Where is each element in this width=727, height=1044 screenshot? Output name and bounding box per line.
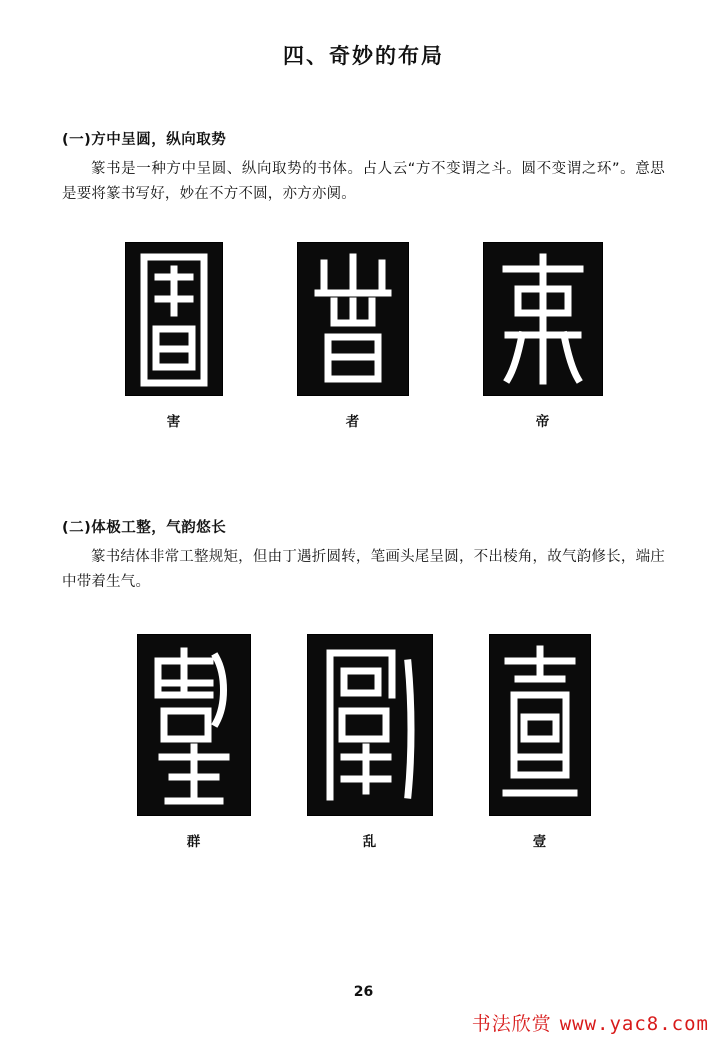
section-two-heading: (二)体极工整，气韵悠长 bbox=[62, 519, 227, 536]
seal-item bbox=[307, 634, 433, 850]
seal-caption: 群 bbox=[186, 833, 201, 850]
seal-caption: 帝 bbox=[535, 413, 550, 430]
seal-image-zhe bbox=[297, 242, 409, 396]
seal-item bbox=[297, 242, 409, 430]
seal-caption: 害 bbox=[166, 413, 181, 430]
seal-item bbox=[489, 634, 591, 850]
section-one-seal-row bbox=[62, 242, 665, 430]
seal-image-yi bbox=[489, 634, 591, 816]
section-two bbox=[62, 516, 665, 850]
seal-image-zhou bbox=[125, 242, 223, 396]
section-one-heading: (一)方中呈圆，纵向取势 bbox=[62, 132, 227, 148]
seal-caption: 壹 bbox=[532, 833, 547, 850]
seal-image-luan bbox=[307, 634, 433, 816]
section-one bbox=[62, 128, 665, 430]
seal-image-qun bbox=[137, 634, 251, 816]
page-number: 26 bbox=[353, 984, 374, 1000]
section-one-paragraph: 篆书是一种方中呈圆、纵向取势的书体。占人云“方不变谓之斗。圆不变谓之环”。意思是要将篆书写好，妙在不方不圆，亦方亦阒。 bbox=[62, 161, 665, 203]
seal-image-di bbox=[483, 242, 603, 396]
seal-item bbox=[483, 242, 603, 430]
section-two-paragraph: 篆书结体非常工整规矩，但由丁遇折圆转，笔画头尾呈圆，不出棱角，故气韵修长，端庄中带着生气。 bbox=[62, 548, 665, 591]
seal-caption: 者 bbox=[345, 413, 360, 430]
watermark-url: www.yac8.com bbox=[559, 1013, 709, 1035]
watermark bbox=[472, 1009, 709, 1036]
seal-item bbox=[137, 634, 251, 850]
section-two-seal-row bbox=[62, 634, 665, 850]
page-title: 四、奇妙的布局 bbox=[283, 44, 444, 68]
watermark-text: 书法欣赏 bbox=[471, 1013, 552, 1035]
seal-item bbox=[125, 242, 223, 430]
seal-caption: 乱 bbox=[362, 833, 377, 850]
